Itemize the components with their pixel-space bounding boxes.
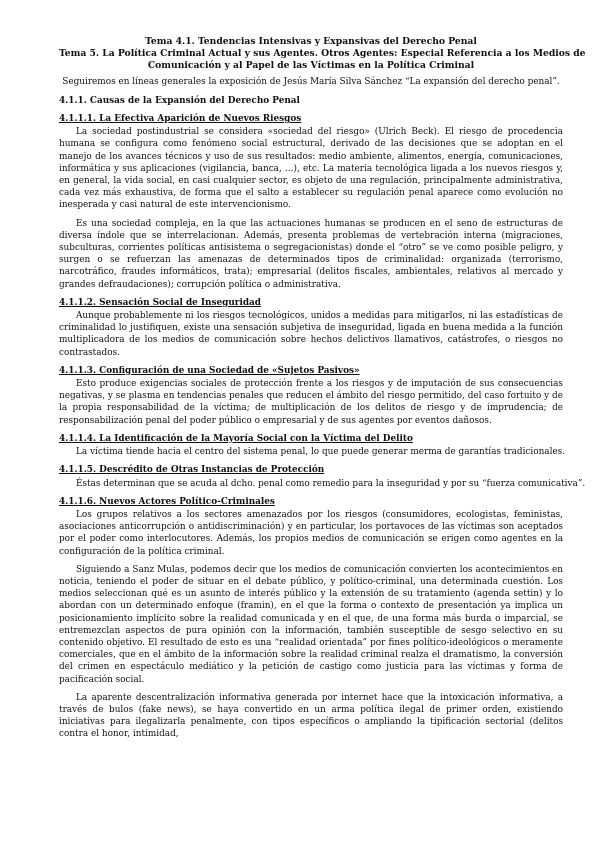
subsection-title: 4.1.1.4. La Identificación de la Mayoría Social con la Víctima del Delito xyxy=(59,433,413,444)
section-title: 4.1.1. Causas de la Expansión del Derecho Penal xyxy=(59,95,300,106)
body-paragraph: La víctima tiende hacia el centro del sistema penal, lo que puede generar merma de garantías tradicionales. xyxy=(76,447,566,458)
body-paragraph: La aparente descentralización informativa generada por internet hace que la intoxicación informativa, a través de bulos (fake news), se haya convertido en un arma política ilegal de primer orden, existiendo iniciativas para ilegalizarla penalmente, con tipos específicos o ampliando la tipificación sectorial (delitos contra el honor, intimidad, xyxy=(59,692,563,740)
body-paragraph: Siguiendo a Sanz Mulas, podemos decir que los medios de comunicación convierten los acontecimientos en noticia, teniendo el poder de situar en el debate público, y político-criminal, una determinada cuestión. Los medios seleccionan qué es un asunto de interés público y la extensión de su tratamiento (agenda settin) y lo abordan con un determinado enfoque (framin), en el que la forma o contexto de presentación ya implica un posicionamiento implícito sobre la realidad comunicada y en el que, de una forma más burda o imparcial, se entremezclan aspectos de pura opinión con la información, también susceptible de sesgo selectivo en su contenido objetivo. El resultado de esto es una “realidad orientada” por fines político-ideológicos o meramente comerciales, que en el ámbito de la información sobre la realidad criminal realza el dramatismo, la conversión del crimen en espectáculo mediático y la petición de castigo como justicia para las víctimas y forma de pacificación social. xyxy=(59,564,563,685)
header-line-1: Tema 4.1. Tendencias Intensivas y Expansivas del Derecho Penal xyxy=(145,36,477,47)
document-header xyxy=(59,36,586,73)
subsection-title: 4.1.1.3. Configuración de una Sociedad de «Sujetos Pasivos» xyxy=(59,365,360,376)
header-line-2: Tema 5. La Política Criminal Actual y sus Agentes. Otros Agentes: Especial Referencia a los Medios de xyxy=(59,48,586,60)
body-paragraph: La sociedad postindustrial se considera «sociedad del riesgo» (Ulrich Beck). El riesgo de procedencia humana se configura como fenómeno social estructural, derivado de las decisiones que se adoptan en el manejo de los avances técnicos y uso de sus resultados: medio ambiente, alimentos, energía, comunicaciones, informática y sus aplicaciones (vigilancia, banca, ...), etc. La materia tecnológica ligada a los nuevos riesgos y, en general, la vida social, en casi cualquier sector, es objeto de una regulación, principalmente administrativa, cada vez más exhaustiva, de forma que el salto a establecer su regulación penal aparece como evolución no inesperada y casi natural de este intervencionismo. xyxy=(59,127,563,211)
body-paragraph: Éstas determinan que se acuda al dcho. penal como remedio para la inseguridad y por su “fuerza comunicativa”. xyxy=(76,478,586,489)
body-paragraph: Es una sociedad compleja, en la que las actuaciones humanas se producen en el seno de estructuras de diversa índole que se interrelacionan. Además, presenta problemas de vertebración interna (migraciones, subculturas, corrientes políticas antisistema o segregacionistas) donde el “otro” se ve como posible peligro, y surgen o se refuerzan las amenazas de determinados tipos de criminalidad: organizada (terrorismo, narcotráfico, fraudes informáticos, trata); empresarial (delitos fiscales, ambientales, relativos al mercado y grandes defraudaciones); corrupción política o administrativa. xyxy=(59,218,563,290)
header-line-3: Comunicación y al Papel de las Víctimas en la Política Criminal xyxy=(147,60,475,72)
body-paragraph: Los grupos relativos a los sectores amenazados por los riesgos (consumidores, ecologistas, feministas, asociaciones anticorrupción o antidiscriminación) y en particular, los portavoces de las víctimas son aceptados por el poder como interlocutores. Además, los propios medios de comunicación se erigen como agentes en la configuración de la política criminal. xyxy=(59,509,563,557)
body-paragraph: Aunque probablemente ni los riesgos tecnológicos, unidos a medidas para mitigarlos, ni las estadísticas de criminalidad lo justifiquen, existe una sensación subjetiva de inseguridad, ligada en buena medida a la función multiplicadora de los medios de comunicación sobre hechos delictivos llamativos, catástrofes, o riesgos no contrastados. xyxy=(59,311,563,358)
subsection-title: 4.1.1.5. Descrédito de Otras Instancias de Protección xyxy=(59,465,325,476)
subsection-title: 4.1.1.2. Sensación Social de Inseguridad xyxy=(59,297,262,308)
intro-paragraph: Seguiremos en líneas generales la exposición de Jesús María Silva Sánchez “La expansión del derecho penal”. xyxy=(62,76,560,87)
body-paragraph: Esto produce exigencias sociales de protección frente a los riesgos y de imputación de sus consecuencias negativas, y se plasma en tendencias penales que reducen el ámbito del riesgo permitido, del caso fortuito y de la propia responsabilidad de la víctima; de multiplicación de los delitos de riesgo y de imprudencia; de responsabilización penal del poder público o empresarial y de sus agentes por eventos dañosos. xyxy=(59,379,563,426)
subsection-title: 4.1.1.6. Nuevos Actores Político-Criminales xyxy=(59,496,275,507)
subsection-title: 4.1.1.1. La Efectiva Aparición de Nuevos Riesgos xyxy=(59,114,302,125)
